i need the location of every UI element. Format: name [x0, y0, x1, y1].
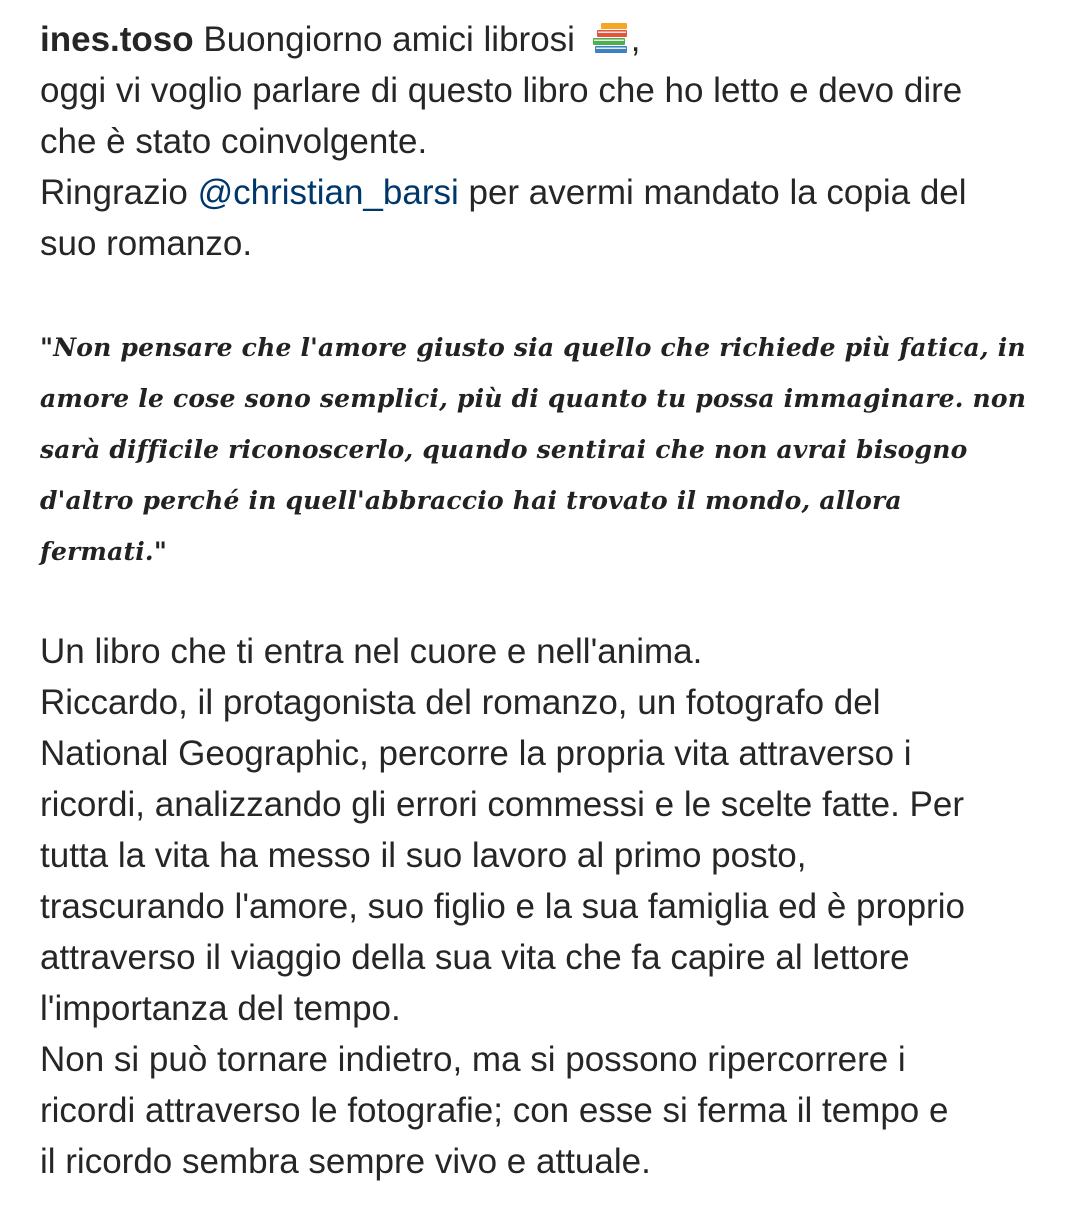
username-link[interactable]: ines.toso — [40, 20, 194, 59]
body-line: trascurando l'amore, suo figlio e la sua famiglia ed è proprio — [40, 887, 965, 926]
review-body — [40, 626, 1050, 1187]
caption-text: per avermi mandato la copia del — [458, 173, 967, 212]
caption-line — [40, 167, 1050, 218]
quote-line: amore le cose sono semplici, più di quanto tu possa immaginare. non — [40, 384, 1027, 413]
caption-line: che è stato coinvolgente. — [40, 122, 428, 161]
caption-line: suo romanzo. — [40, 224, 253, 263]
body-line: il ricordo sembra sempre vivo e attuale. — [40, 1142, 651, 1181]
body-line: National Geographic, percorre la propria vita attraverso i — [40, 734, 912, 773]
quote-line: d'altro perché in quell'abbraccio hai trovato il mondo, allora — [40, 486, 902, 515]
post-caption — [40, 14, 1050, 269]
mention-link[interactable]: @christian_barsi — [197, 173, 459, 212]
caption-comma: , — [630, 20, 641, 59]
caption-text: Buongiorno amici librosi — [203, 20, 575, 59]
body-line: l'importanza del tempo. — [40, 989, 401, 1028]
body-line: attraverso il viaggio della sua vita che fa capire al lettore — [40, 938, 910, 977]
body-line: ricordi attraverso le fotografie; con esse si ferma il tempo e — [40, 1091, 949, 1130]
book-quote — [40, 322, 1050, 577]
caption-line — [40, 14, 1050, 65]
body-line: tutta la vita ha messo il suo lavoro al primo posto, — [40, 836, 807, 875]
caption-text: Ringrazio — [40, 173, 198, 212]
quote-line: "Non pensare che l'amore giusto sia quello che richiede più fatica, in — [40, 333, 1026, 362]
books-icon — [591, 22, 631, 54]
caption-line: oggi vi voglio parlare di questo libro che ho letto e devo dire — [40, 71, 963, 110]
body-line: Non si può tornare indietro, ma si possono ripercorrere i — [40, 1040, 906, 1079]
body-line: Un libro che ti entra nel cuore e nell'anima. — [40, 632, 703, 671]
body-line: Riccardo, il protagonista del romanzo, un fotografo del — [40, 683, 881, 722]
quote-line: sarà difficile riconoscerlo, quando sentirai che non avrai bisogno — [40, 435, 968, 464]
quote-line: fermati." — [40, 537, 168, 566]
body-line: ricordi, analizzando gli errori commessi e le scelte fatte. Per — [40, 785, 964, 824]
